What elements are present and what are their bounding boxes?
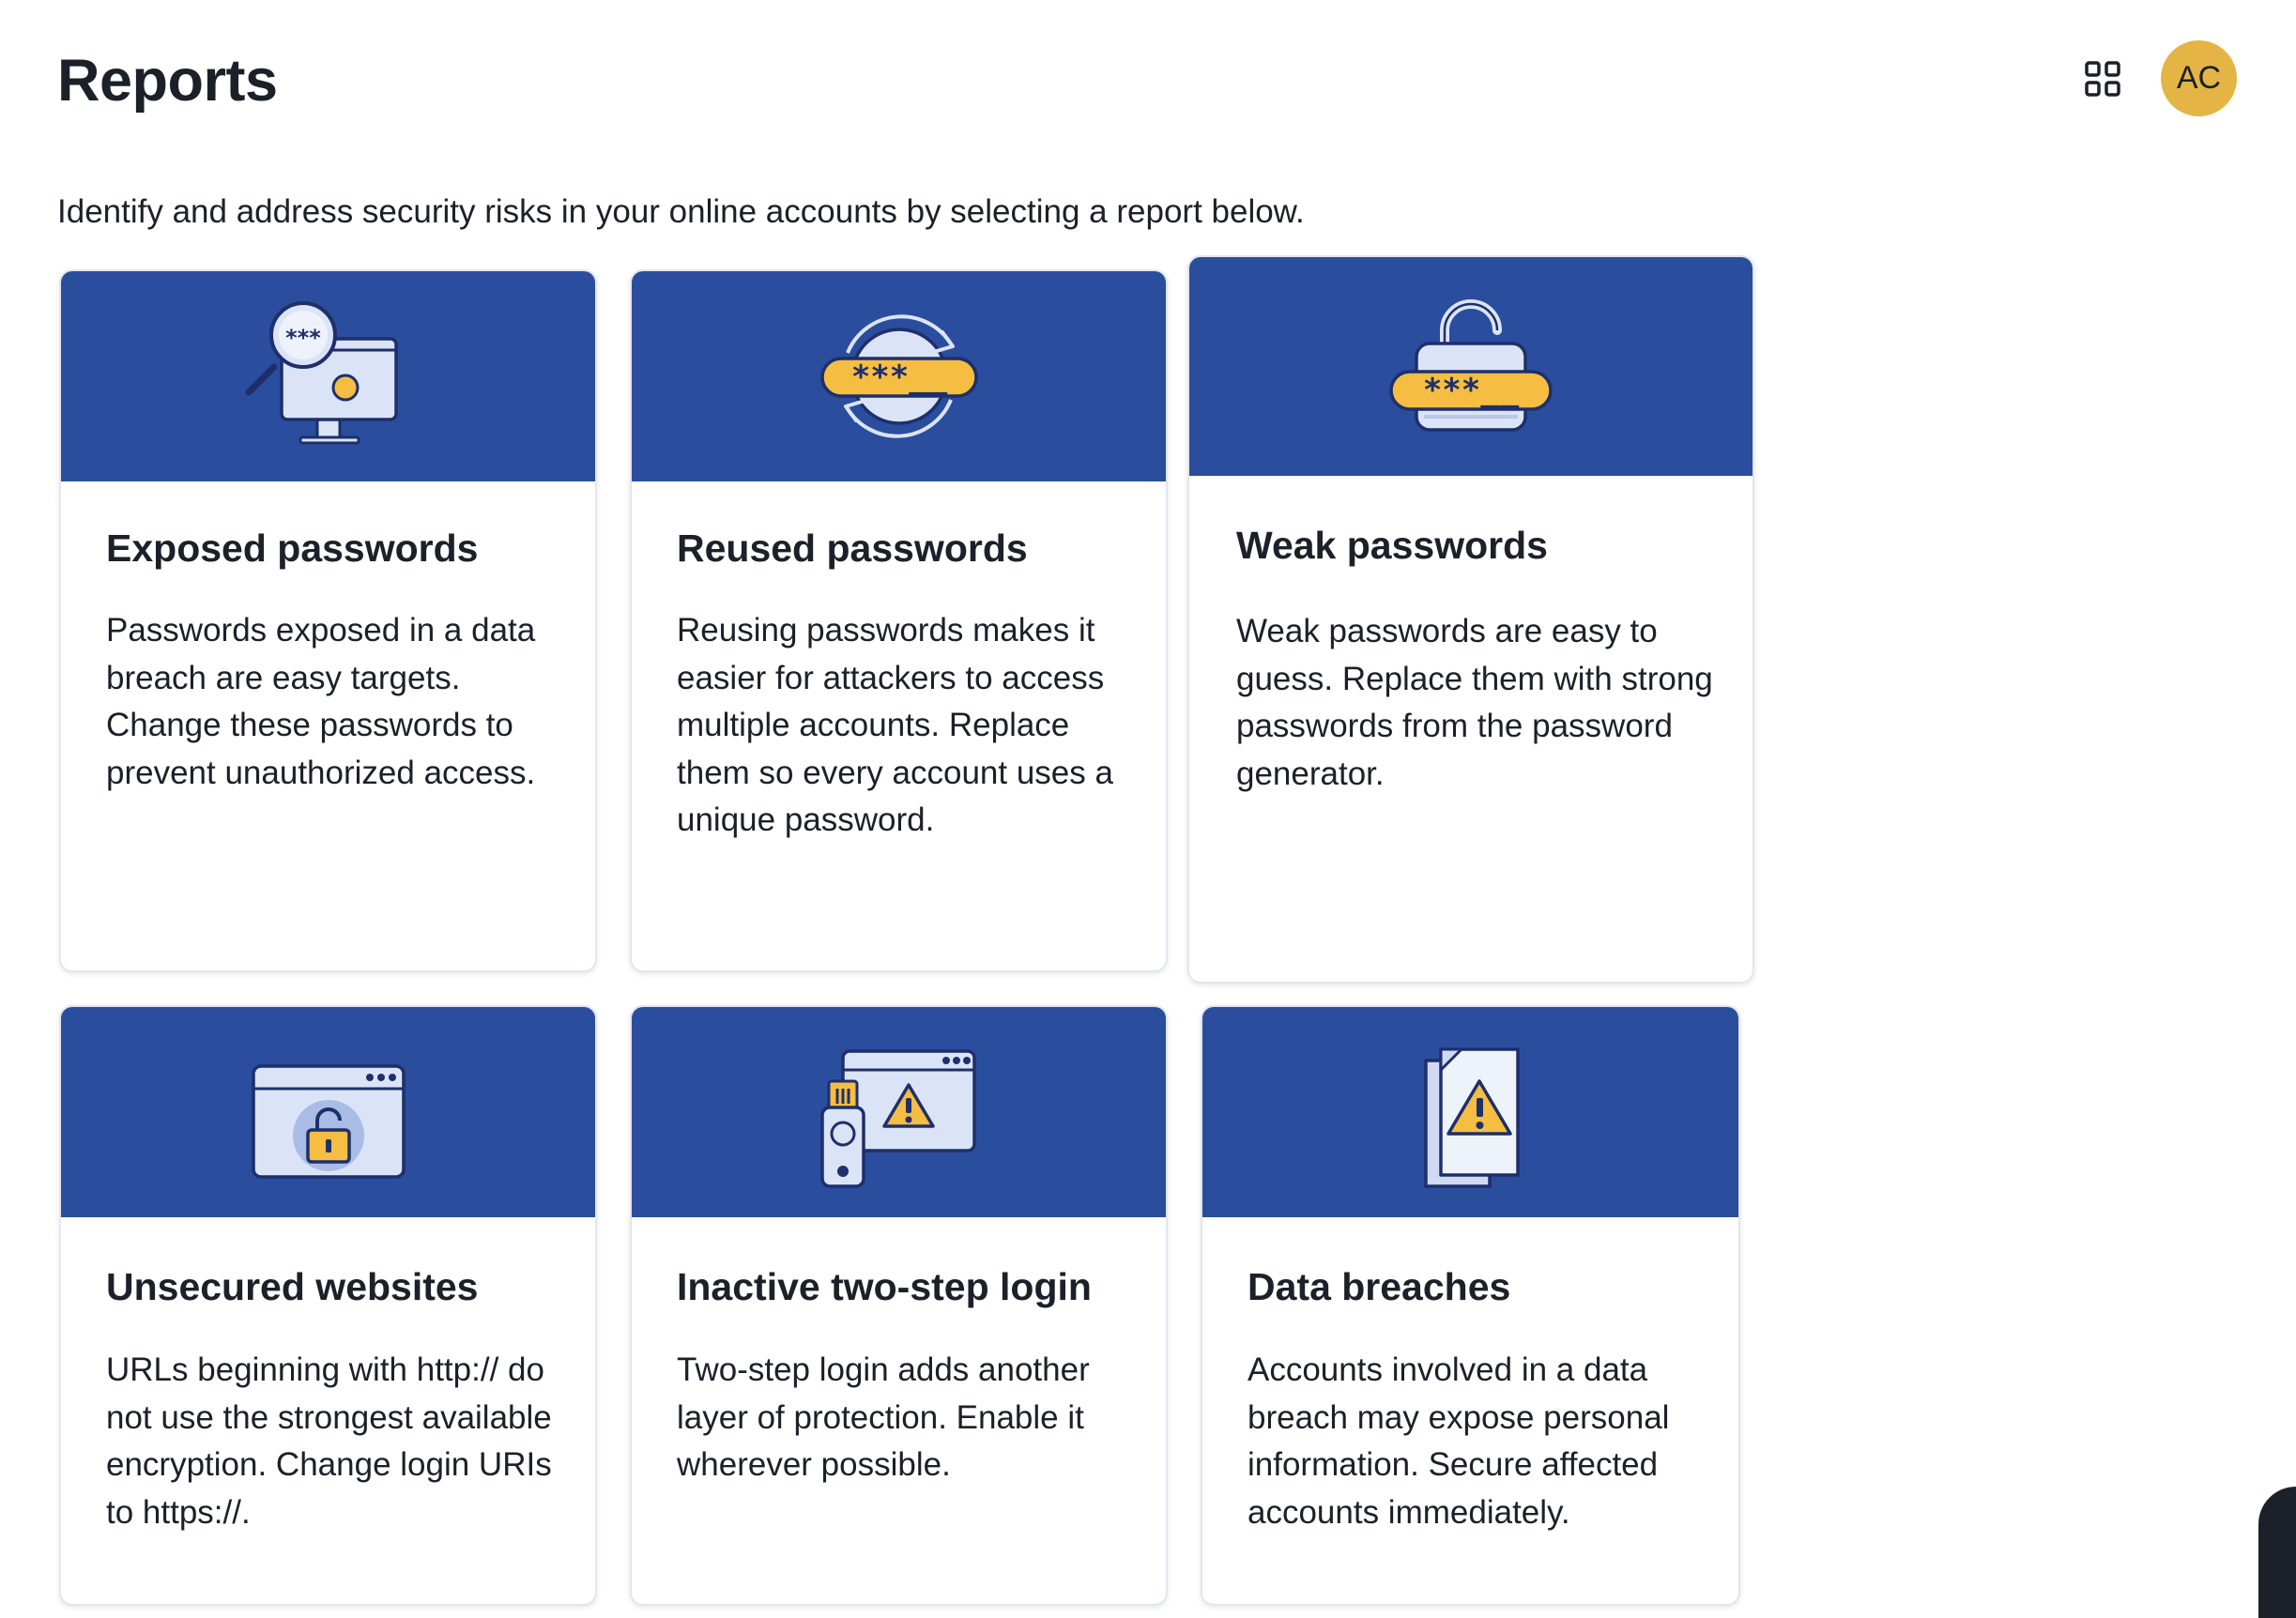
svg-text:***__: ***__ (850, 359, 947, 396)
report-card-reused-passwords[interactable] (630, 269, 1168, 972)
card-title: Weak passwords (1236, 524, 1548, 567)
card-title: Inactive two-step login (677, 1265, 1092, 1308)
report-card-data-breaches[interactable] (1201, 1005, 1740, 1606)
card-description: Passwords exposed in a data breach are easy targets. Change these passwords to prevent unauthorized access. (106, 612, 536, 791)
svg-text:***__: ***__ (1422, 371, 1520, 409)
card-banner (632, 1007, 1166, 1217)
monitor-magnifier-icon (244, 297, 413, 456)
card-description: Reusing passwords makes it easier for attackers to access multiple accounts. Replace them so every account uses a unique password. (677, 612, 1113, 838)
card-banner (1202, 1007, 1738, 1217)
card-banner (61, 271, 595, 481)
card-description: Accounts involved in a data breach may expose personal information. Secure affected accounts immediately. (1247, 1351, 1670, 1531)
page-intro: Identify and address security risks in your online accounts by selecting a report below. (57, 193, 1305, 230)
report-card-inactive-two-step-login[interactable] (630, 1005, 1168, 1606)
svg-text:***: *** (284, 325, 321, 351)
security-key-warning-icon (815, 1032, 984, 1192)
card-description: Weak passwords are easy to guess. Replace them with strong passwords from the password generator. (1236, 613, 1713, 792)
card-banner (632, 271, 1166, 481)
card-title: Unsecured websites (106, 1265, 479, 1308)
report-card-weak-passwords[interactable] (1187, 255, 1754, 984)
grid-icon (2084, 60, 2121, 98)
window-corner (2258, 1487, 2296, 1618)
apps-menu-button[interactable] (2078, 54, 2127, 103)
browser-unlocked-icon (244, 1032, 413, 1192)
card-banner (61, 1007, 595, 1217)
card-description: Two-step login adds another layer of protection. Enable it wherever possible. (677, 1351, 1090, 1483)
card-banner (1189, 257, 1753, 476)
password-cycle-icon (815, 297, 984, 456)
padlock-password-icon (1386, 287, 1555, 447)
card-title: Reused passwords (677, 527, 1028, 570)
report-card-unsecured-websites[interactable] (59, 1005, 597, 1606)
user-avatar[interactable] (2161, 40, 2237, 116)
avatar-initials: AC (2176, 60, 2222, 96)
card-title: Data breaches (1247, 1265, 1511, 1308)
page-title: Reports (57, 48, 278, 114)
report-card-exposed-passwords[interactable] (59, 269, 597, 972)
card-title: Exposed passwords (106, 527, 479, 570)
document-warning-icon (1386, 1032, 1555, 1192)
card-description: URLs beginning with http:// do not use the strongest available encryption. Change login URIs to https://. (106, 1351, 552, 1531)
